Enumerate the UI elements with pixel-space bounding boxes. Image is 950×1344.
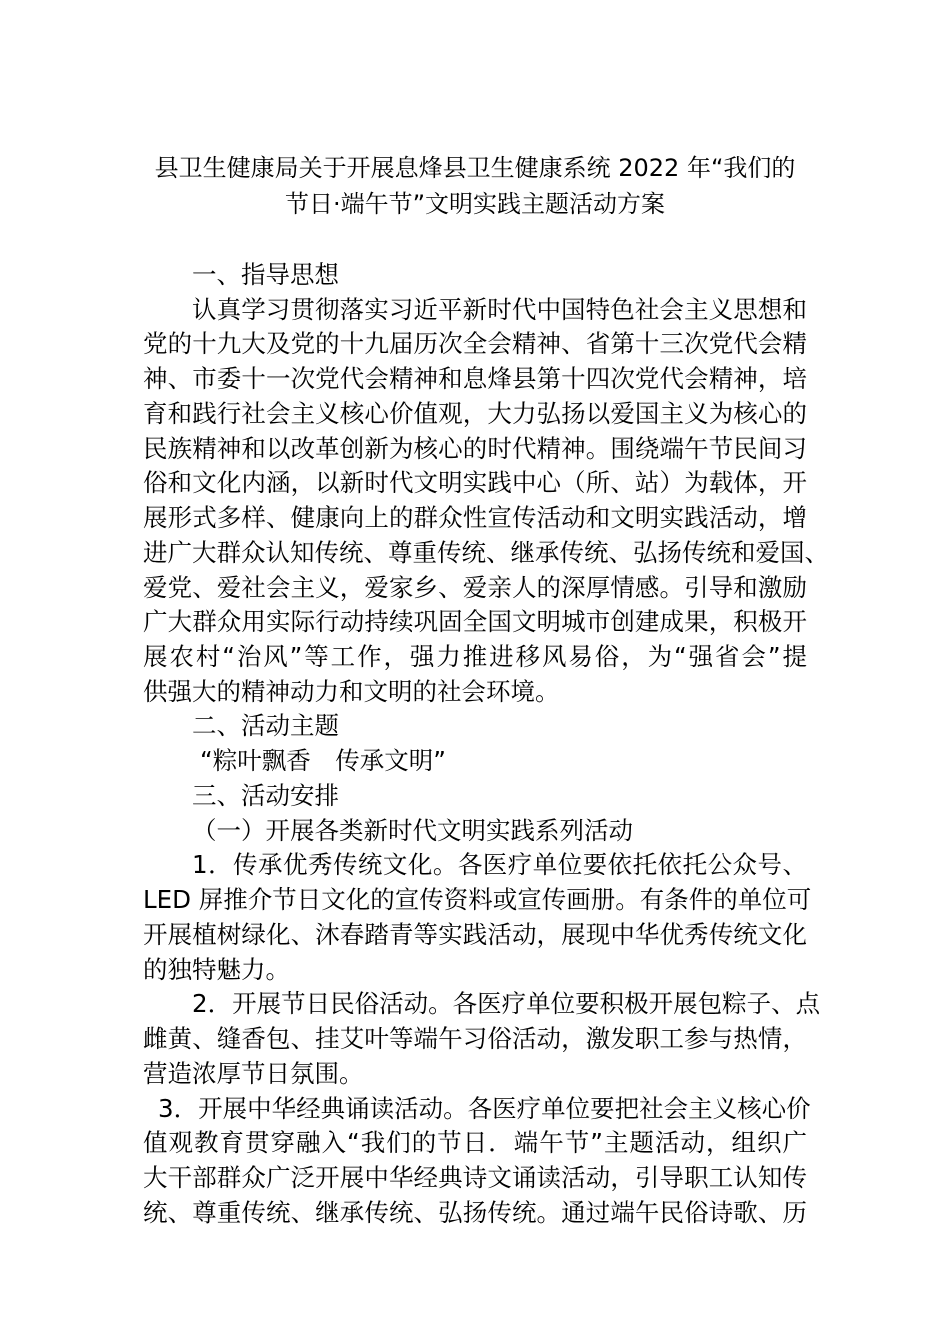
paragraph-line: 展农村“治风”等工作，强力推进移风易俗，为“强省会”提 [143, 642, 807, 671]
paragraph-line: 党的十九大及党的十九届历次全会精神、省第十三次党代会精 [143, 329, 807, 358]
item-1-line: 1．传承优秀传统文化。各医疗单位要依托依托公众号、 [192, 850, 807, 879]
item-1-line: 开展植树绿化、沐春踏青等实践活动，展现中华优秀传统文化 [143, 920, 807, 949]
document-title [140, 150, 810, 222]
paragraph-line: 育和践行社会主义核心价值观，大力弘扬以爱国主义为核心的 [143, 399, 807, 428]
section-heading-guiding-ideology: 一、指导思想 [192, 260, 339, 289]
item-3-line: 统、尊重传统、继承传统、弘扬传统。通过端午民俗诗歌、历 [143, 1198, 807, 1227]
activity-theme-text: “粽叶飘香 传承文明” [200, 746, 446, 775]
paragraph-line: 进广大群众认知传统、尊重传统、继承传统、弘扬传统和爱国、 [143, 538, 829, 567]
item-3-line: 值观教育贯穿融入“我们的节日．端午节”主题活动，组织广 [143, 1128, 807, 1157]
item-2-line: 营造浓厚节日氛围。 [143, 1059, 364, 1088]
item-3-line: 3．开展中华经典诵读活动。各医疗单位要把社会主义核心价 [158, 1094, 811, 1123]
paragraph-line: 民族精神和以改革创新为核心的时代精神。围绕端午节民间习 [143, 434, 807, 463]
paragraph-line: 爱党、爱社会主义，爱家乡、爱亲人的深厚情感。引导和激励 [143, 573, 807, 602]
section-heading-activity-arrangement: 三、活动安排 [192, 781, 339, 810]
paragraph-line: 神、市委十一次党代会精神和息烽县第十四次党代会精神，培 [143, 364, 807, 393]
paragraph-line: 俗和文化内涵，以新时代文明实践中心（所、站）为载体，开 [143, 468, 807, 497]
title-line-1: 县卫生健康局关于开展息烽县卫生健康系统 2022 年“我们的 [154, 154, 796, 182]
paragraph-line: 广大群众用实际行动持续巩固全国文明城市创建成果，积极开 [143, 607, 807, 636]
item-3-line: 大干部群众广泛开展中华经典诗文诵读活动，引导职工认知传 [143, 1163, 807, 1192]
title-line-2: 节日·端午节”文明实践主题活动方案 [284, 190, 666, 218]
item-2-line: 雌黄、缝香包、挂艾叶等端午习俗活动，激发职工参与热情， [143, 1024, 807, 1053]
item-2-line: 2．开展节日民俗活动。各医疗单位要积极开展包粽子、点 [192, 989, 821, 1018]
subsection-heading: （一）开展各类新时代文明实践系列活动 [192, 816, 633, 845]
paragraph-line: 认真学习贯彻落实习近平新时代中国特色社会主义思想和 [192, 295, 807, 324]
item-1-line: 的独特魅力。 [143, 955, 290, 984]
paragraph-line: 展形式多样、健康向上的群众性宣传活动和文明实践活动，增 [143, 503, 807, 532]
paragraph-line: 供强大的精神动力和文明的社会环境。 [143, 677, 560, 706]
item-1-line: LED 屏推介节日文化的宣传资料或宣传画册。有条件的单位可 [143, 885, 812, 914]
section-heading-activity-theme: 二、活动主题 [192, 711, 339, 740]
